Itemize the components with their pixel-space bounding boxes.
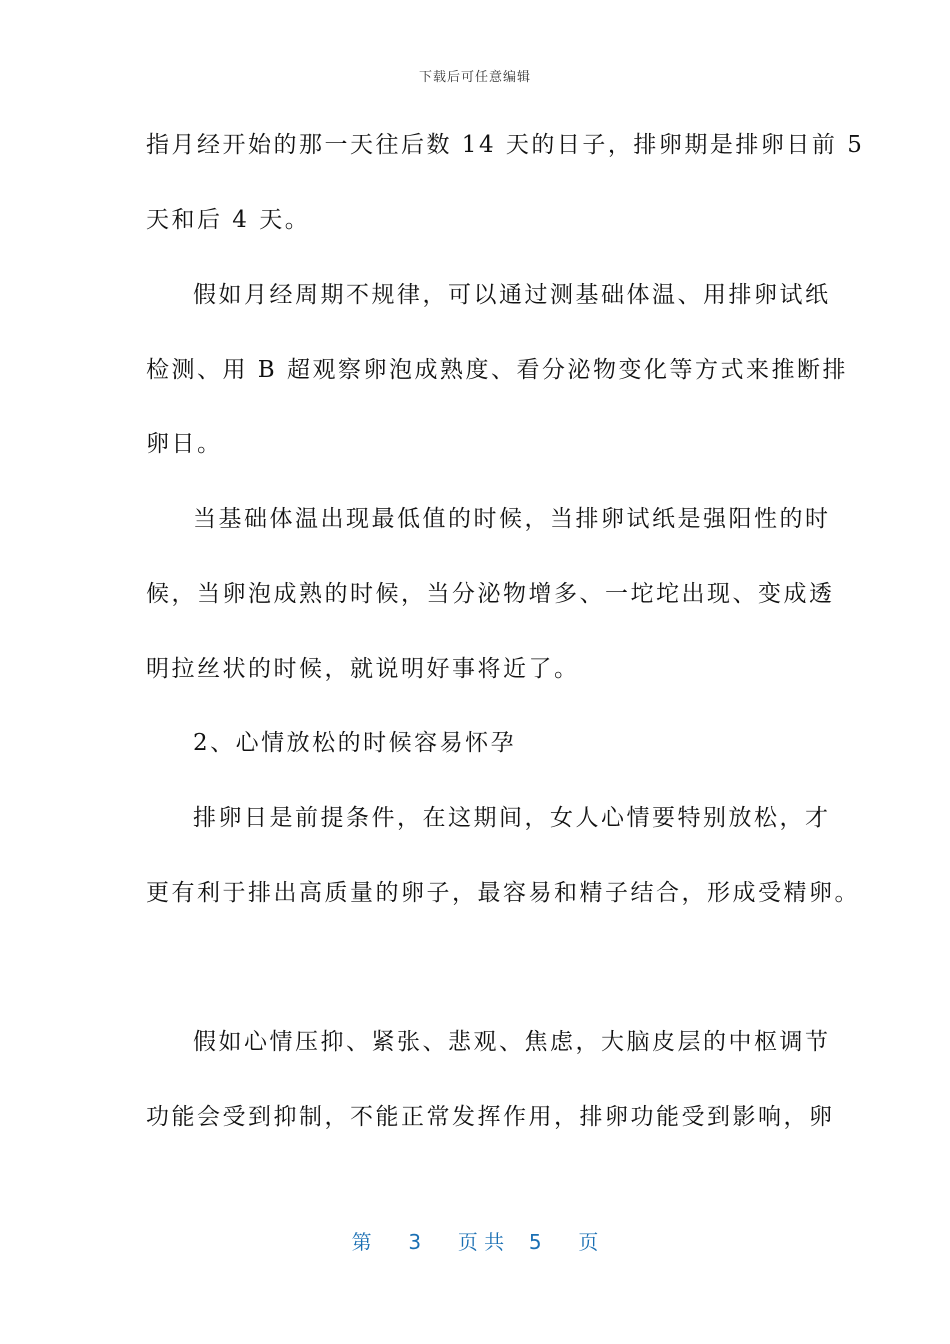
text-line: 当基础体温出现最低值的时候，当排卵试纸是强阳性的时 [193,506,831,532]
text-line: 候，当卵泡成熟的时候，当分泌物增多、一坨坨出现、变成透 [146,581,835,607]
text-line: 假如心情压抑、紧张、悲观、焦虑，大脑皮层的中枢调节 [193,1029,831,1055]
text-line: 天和后 4 天。 [146,207,311,233]
text-line: 排卵日是前提条件，在这期间，女人心情要特别放松，才 [193,805,831,831]
footer-total-pages: 5 [528,1230,542,1254]
page-header: 下载后可任意编辑 [418,70,531,85]
footer-label-page: 第 [351,1230,372,1254]
text-line: 更有利于排出高质量的卵子，最容易和精子结合，形成受精卵。 [146,880,860,906]
text-line: 假如月经周期不规律，可以通过测基础体温、用排卵试纸 [193,282,831,308]
footer-label-of: 页 共 [457,1230,505,1254]
text-line: 功能会受到抑制，不能正常发挥作用，排卵功能受到影响，卵 [146,1104,835,1130]
text-line: 指月经开始的那一天往后数 14 天的日子，排卵期是排卵日前 5 [146,132,865,158]
section-heading: 2、心情放松的时候容易怀孕 [193,730,517,756]
page-footer [0,1226,950,1255]
footer-label-pages: 页 [578,1230,599,1254]
text-line: 明拉丝状的时候，就说明好事将近了。 [146,656,580,682]
footer-current-page: 3 [408,1230,422,1254]
text-line: 卵日。 [146,431,223,457]
text-line: 检测、用 B 超观察卵泡成熟度、看分泌物变化等方式来推断排 [146,357,849,383]
